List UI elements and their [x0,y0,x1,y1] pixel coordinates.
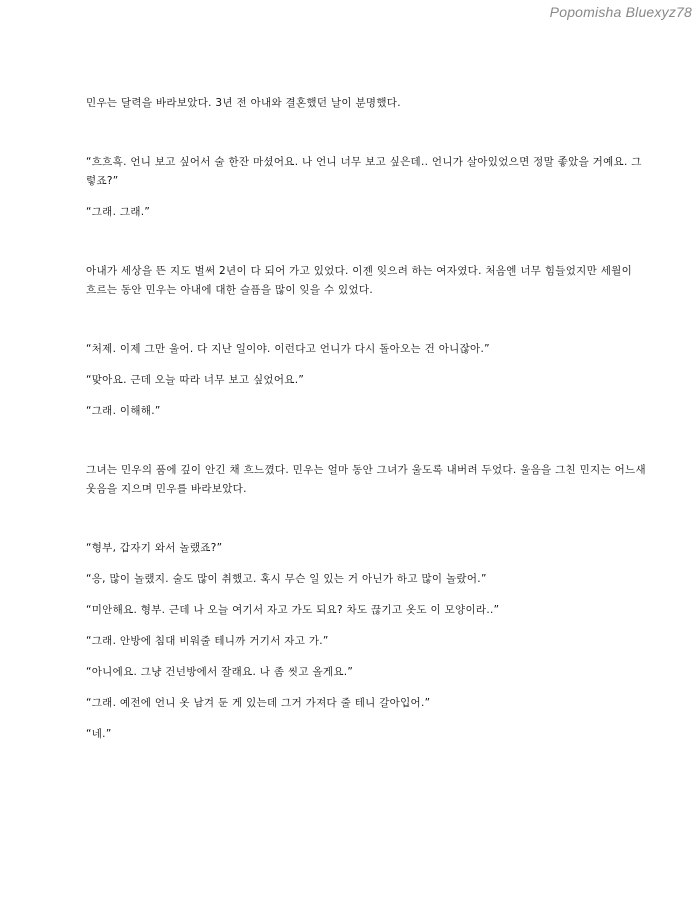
paragraph: 아내가 세상을 뜬 지도 벌써 2년이 다 되어 가고 있었다. 이젠 잊으려 하는 여자였다. 처음엔 너무 힘들었지만 세월이 흐르는 동안 민우는 아내에 대한 슬픔을 많이 잊을 수 있었다. [86,265,633,296]
paragraph: “그래. 안방에 침대 비워줄 테니까 거기서 자고 가.” [86,635,329,647]
document-body [86,94,646,744]
paragraph: “아니에요. 그냥 건넌방에서 잘래요. 나 좀 씻고 올게요.” [86,666,354,678]
paragraph: “처제. 이제 그만 울어. 다 지난 일이야. 이런다고 언니가 다시 돌아오는 건 아니잖아.” [86,343,490,355]
paragraph: “미안해요. 형부. 근데 나 오늘 여기서 자고 가도 되요? 차도 끊기고 옷도 이 모양이라..” [86,604,500,616]
paragraph: “형부, 갑자기 와서 놀랬죠?” [86,542,223,554]
paragraph: “응, 많이 놀랬지. 술도 많이 취했고. 혹시 무슨 일 있는 거 아닌가 하고 많이 놀랐어.” [86,573,487,585]
paragraph: “흐흐흑. 언니 보고 싶어서 술 한잔 마셨어요. 나 언니 너무 보고 싶은데.. 언니가 살아있었으면 정말 좋았을 거예요. 그렇죠?” [86,156,642,187]
paragraph: “그래. 예전에 언니 옷 남겨 둔 게 있는데 그거 가져다 줄 테니 갈아입어.” [86,697,431,709]
paragraph: 그녀는 민우의 품에 깊이 안긴 채 흐느꼈다. 민우는 얼마 동안 그녀가 울도록 내버려 두었다. 울음을 그친 민지는 어느새 웃음을 지으며 민우를 바라보았다. [86,464,646,495]
paragraph: 민우는 달력을 바라보았다. 3년 전 아내와 결혼했던 날이 분명했다. [86,97,401,109]
paragraph: “맞아요. 근데 오늘 따라 너무 보고 싶었어요.” [86,374,305,386]
paragraph: “그래. 그래.” [86,206,151,218]
paragraph: “네.” [86,728,112,740]
paragraph: “그래. 이해해.” [86,405,161,417]
watermark-text: Popomisha Bluexyz78 [549,4,692,20]
